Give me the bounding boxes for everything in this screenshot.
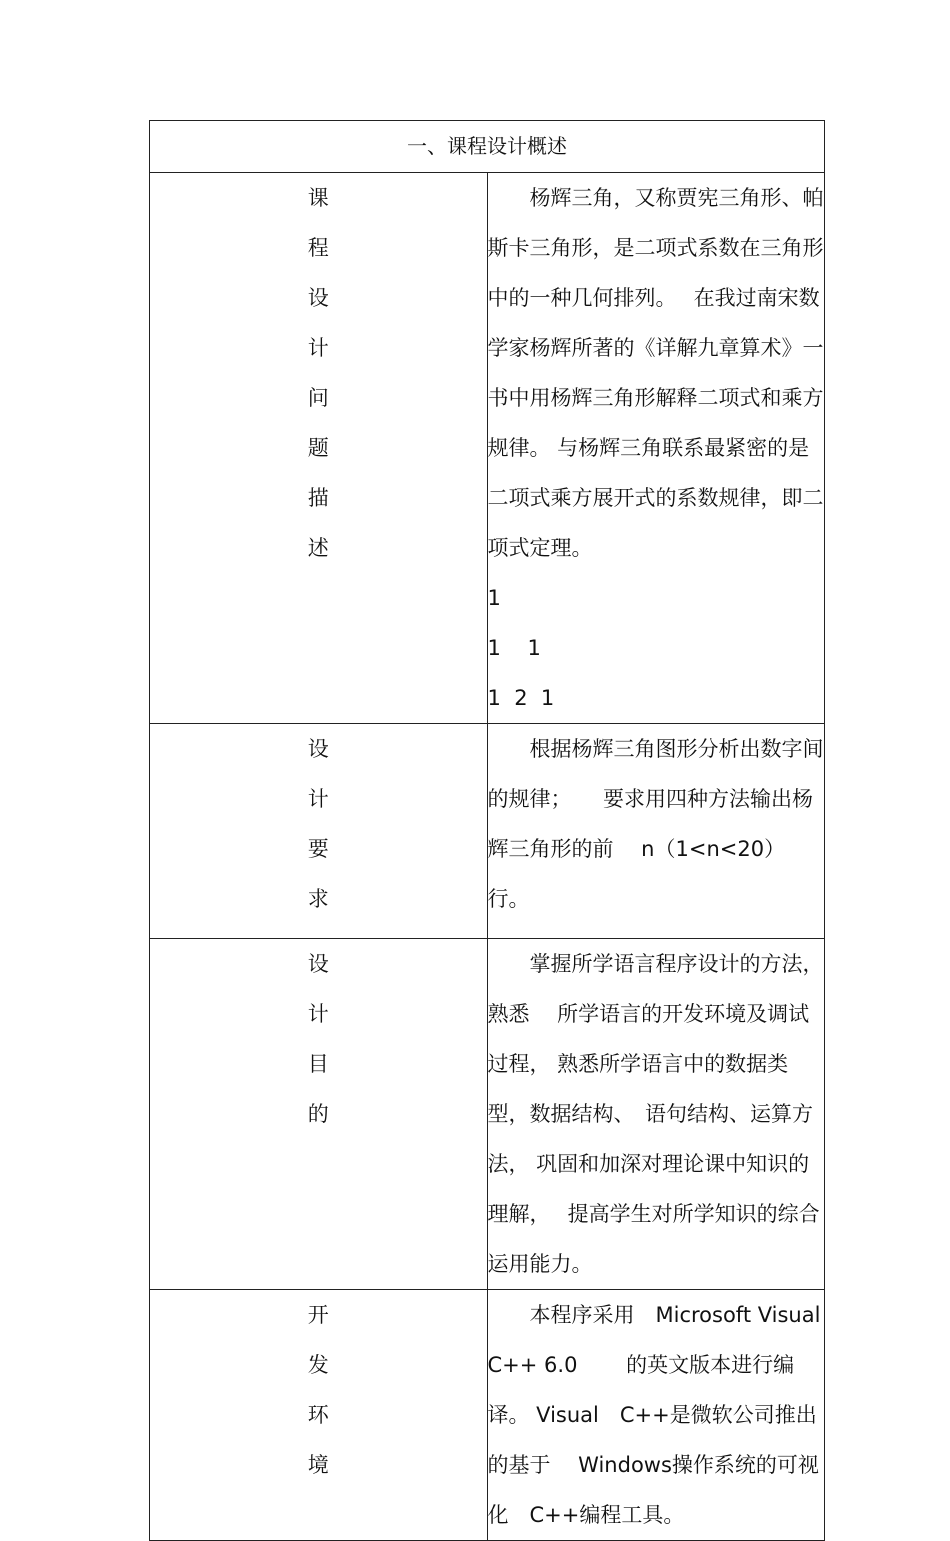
label-char: 问 (307, 386, 329, 410)
section-title: 一、课程设计概述 (150, 121, 825, 173)
design-purpose-row (150, 939, 825, 1290)
label-char: 环 (307, 1403, 329, 1427)
triangle-line: 1 (487, 586, 501, 610)
label-char: 开 (307, 1303, 329, 1327)
label-char: 计 (307, 787, 329, 811)
row-label-design-purpose (150, 939, 488, 1290)
row-label-problem-description (150, 173, 488, 724)
label-char: 设 (307, 286, 329, 310)
label-char: 程 (307, 236, 329, 260)
development-environment-row (150, 1290, 825, 1541)
label-char: 计 (307, 336, 329, 360)
label-char: 述 (307, 536, 329, 560)
label-char: 求 (307, 887, 329, 911)
problem-description-paragraph: 杨辉三角，又称贾宪三角形、帕斯卡三角形，是二项式系数在三角形中的一种几何排列。 在我过南宋数学家杨辉所著的《详解九章算术》一书中用杨辉三角形解释二项式和乘方规律。 与杨辉三角联系最紧密的是二项式乘方展开式的系数规律，即二项式定理。 (487, 186, 824, 560)
label-char: 发 (307, 1353, 329, 1377)
label-char: 设 (307, 952, 329, 976)
row-label-design-requirements (150, 724, 488, 939)
label-char: 计 (307, 1002, 329, 1026)
triangle-line: 1 2 1 (487, 686, 555, 710)
design-purpose-content (487, 939, 825, 1290)
label-char: 课 (307, 186, 329, 210)
label-char: 题 (307, 436, 329, 460)
label-char: 描 (307, 486, 329, 510)
label-char: 境 (307, 1453, 329, 1477)
design-purpose-paragraph: 掌握所学语言程序设计的方法，熟悉 所学语言的开发环境及调试过程， 熟悉所学语言中的数据类型，数据结构、 语句结构、运算方法， 巩固和加深对理论课中知识的理解， 提高学生对所学知识的综合运用能力。 (487, 952, 824, 1276)
label-char: 设 (307, 737, 329, 761)
design-requirements-content (487, 724, 825, 939)
design-requirements-paragraph: 根据杨辉三角图形分析出数字间的规律； 要求用四种方法输出杨辉三角形的前 n（1<n<20）行。 (487, 737, 824, 911)
title-row (150, 121, 825, 173)
label-char: 的 (307, 1102, 329, 1126)
problem-description-content (487, 173, 825, 724)
problem-description-row (150, 173, 825, 724)
label-char: 目 (307, 1052, 329, 1076)
course-design-overview-table (149, 120, 825, 1541)
label-char: 要 (307, 837, 329, 861)
development-environment-paragraph: 本程序采用 Microsoft Visual C++ 6.0 的英文版本进行编译。 Visual C++是微软公司推出的基于 Windows操作系统的可视化 C++编程工具。 (487, 1303, 821, 1527)
development-environment-content (487, 1290, 825, 1541)
design-requirements-row (150, 724, 825, 939)
triangle-line: 1 1 (487, 636, 541, 660)
row-label-development-environment (150, 1290, 488, 1541)
